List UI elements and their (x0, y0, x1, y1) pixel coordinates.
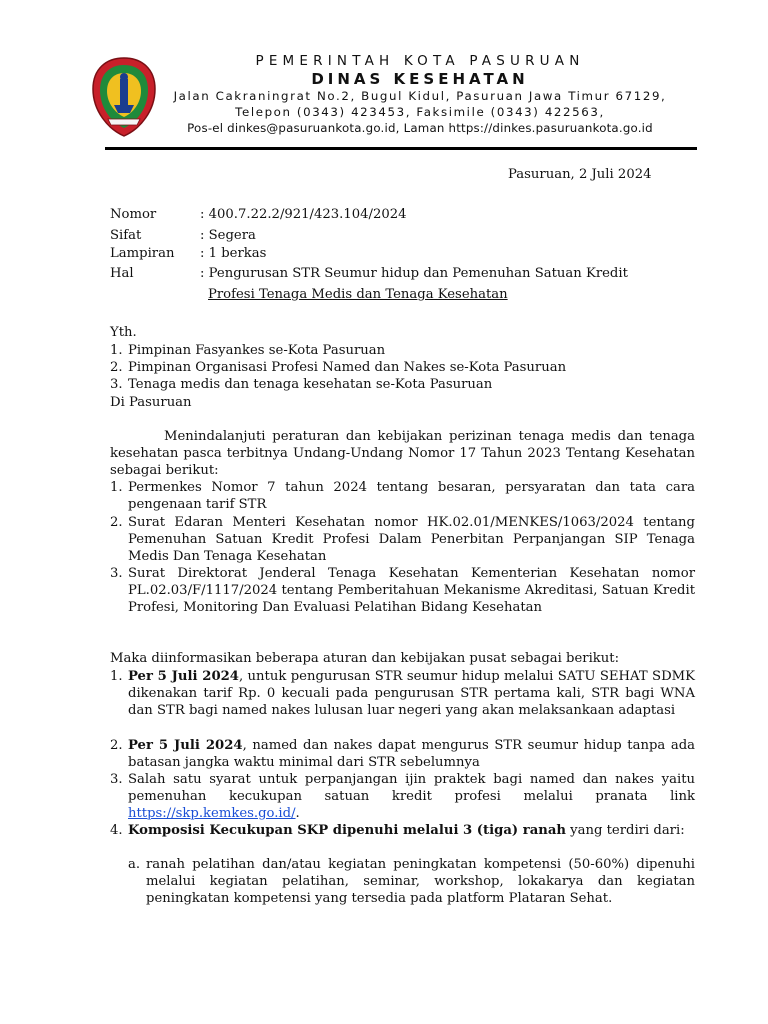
intro-paragraph (110, 428, 695, 479)
meta-value-attachment: : 1 berkas (200, 246, 267, 261)
regulation-number: 2. (110, 515, 123, 530)
recipient-number: 2. (110, 360, 123, 375)
meta-value-subject: : Pengurusan STR Seumur hidup dan Pemenuhan Satuan Kredit (200, 266, 628, 281)
intro-text: Menindalanjuti peraturan dan kebijakan perizinan tenaga medis dan tenaga kesehatan pasca terbitnya Undang-Undang Nomor 17 Tahun 2023 Tentang Kesehatan sebagai berikut: (110, 429, 695, 478)
email-address[interactable]: dinkes@pasuruankota.go.id, (227, 121, 400, 135)
government-name: PEMERINTAH KOTA PASURUAN (255, 53, 585, 69)
location: Di Pasuruan (110, 395, 192, 410)
email-label: Pos-el (187, 121, 224, 135)
policy-item (128, 822, 695, 839)
regulation-item: Permenkes Nomor 7 tahun 2024 tentang besaran, persyaratan dan tata cara pengenaan tarif STR (128, 480, 695, 512)
policy-text: yang terdiri dari: (565, 823, 685, 838)
sub-policy-item: ranah pelatihan dan/atau kegiatan peningkatan kompetensi (50-60%) dipenuhi melalui kegiatan pelatihan, seminar, workshop, lokakarya dan kegiatan peningkatan kompetensi yang tersedia pada platform Plataran Sehat. (146, 857, 695, 906)
regulation-item: Surat Edaran Menteri Kesehatan nomor HK.02.01/MENKES/1063/2024 tentang Pemenuhan Satuan Kredit Profesi Dalam Penerbitan Perpanjangan SIP Tenaga Medis Dan Tenaga Kesehatan (128, 515, 695, 564)
recipient-item: Pimpinan Fasyankes se-Kota Pasuruan (128, 343, 386, 358)
policy-text: Salah satu syarat untuk perpanjangan ijin praktek bagi named dan nakes yaitu pemenuhan kecukupan satuan kredit profesi melalui pranata link (128, 772, 695, 804)
letter-date: Pasuruan, 2 Juli 2024 (508, 167, 652, 182)
agency-name: DINAS KESEHATAN (311, 70, 529, 88)
policy-bold: Per 5 Juli 2024 (128, 669, 239, 684)
regulation-number: 1. (110, 480, 123, 495)
policy-text: , named dan nakes dapat mengurus STR seumur hidup tanpa ada batasan jangka waktu minimal dari STR sebelumnya (128, 738, 696, 770)
policy-number: 3. (110, 772, 123, 787)
policy-number: 1. (110, 669, 123, 684)
address-line: Jalan Cakraningrat No.2, Bugul Kidul, Pasuruan Jawa Timur 67129, (173, 89, 667, 103)
meta-value-nature: : Segera (200, 228, 256, 243)
contact-line (160, 120, 680, 136)
letterhead-divider (105, 147, 697, 150)
web-label: Laman (403, 121, 445, 135)
meta-label-nature: Sifat (110, 228, 142, 243)
policy-text: , untuk pengurusan STR seumur hidup melalui SATU SEHAT SDMK dikenakan tarif Rp. 0 kecuali pada pengurusan STR pertama kali, STR bagi WNA dan STR bagi named nakes lulusan luar negeri yang akan melaksankaan adaptasi (128, 669, 695, 718)
web-address[interactable]: https://dinkes.pasuruankota.go.id (448, 121, 653, 135)
sub-policy-letter: a. (128, 857, 141, 872)
subject-line-2: Profesi Tenaga Medis dan Tenaga Kesehatan (208, 287, 508, 302)
recipient-item: Pimpinan Organisasi Profesi Named dan Nakes se-Kota Pasuruan (128, 360, 567, 375)
city-emblem-logo (90, 55, 158, 139)
policy-item (128, 737, 695, 771)
meta-value-number: : 400.7.22.2/921/423.104/2024 (200, 207, 407, 222)
policy-number: 2. (110, 738, 123, 753)
salutation: Yth. (110, 325, 137, 340)
letterhead (160, 52, 680, 136)
meta-label-subject: Hal (110, 266, 134, 281)
regulation-item: Surat Direktorat Jenderal Tenaga Kesehatan Kementerian Kesehatan nomor PL.02.03/F/1117/2024 tentang Pemberitahuan Mekanisme Akreditasi, Satuan Kredit Profesi, Monitoring Dan Evaluasi Pelatihan Bidang Kesehatan (128, 566, 695, 615)
recipient-number: 3. (110, 377, 123, 392)
policy-bold: Komposisi Kecukupan SKP dipenuhi melalui 3 (tiga) ranah (128, 823, 566, 838)
policy-number: 4. (110, 823, 123, 838)
regulation-number: 3. (110, 566, 123, 581)
recipient-item: Tenaga medis dan tenaga kesehatan se-Kota Pasuruan (128, 377, 493, 392)
policy-item (128, 771, 695, 822)
phone-fax-line: Telepon (0343) 423453, Faksimile (0343) 422563, (235, 104, 605, 119)
info-intro: Maka diinformasikan beberapa aturan dan kebijakan pusat sebagai berikut: (110, 651, 620, 666)
policy-text-end: . (295, 806, 300, 821)
policy-item (128, 668, 695, 719)
meta-label-number: Nomor (110, 207, 157, 222)
meta-label-attachment: Lampiran (110, 246, 175, 261)
policy-bold: Per 5 Juli 2024 (128, 738, 243, 753)
recipient-number: 1. (110, 343, 123, 358)
skp-link[interactable]: https://skp.kemkes.go.id/ (128, 806, 296, 821)
